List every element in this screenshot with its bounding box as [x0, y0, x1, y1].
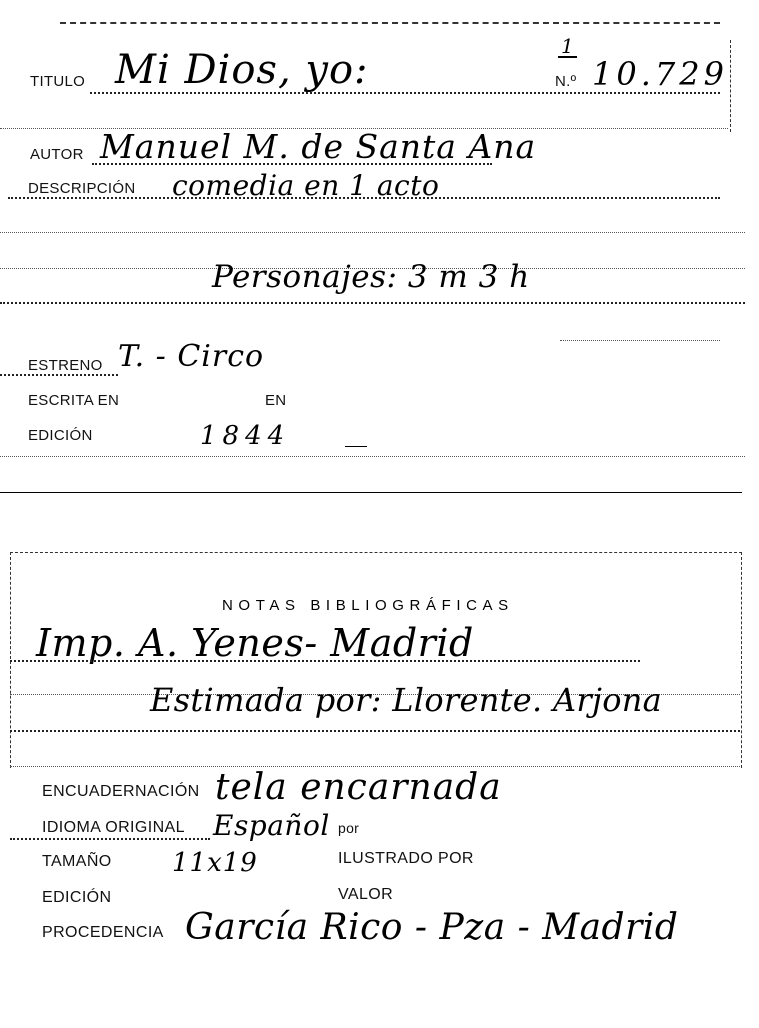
- origin-label: PROCEDENCIA: [42, 924, 164, 941]
- premiere-label: ESTRENO: [28, 357, 103, 374]
- language-value: Español: [213, 809, 330, 842]
- origin-value: García Rico - Pza - Madrid: [185, 907, 679, 948]
- edition-label: EDICIÓN: [28, 427, 93, 444]
- premiere-dotted-rule: [0, 374, 118, 376]
- bottom-edition-label: EDICIÓN: [42, 889, 112, 906]
- binding-label: ENCUADERNACIÓN: [42, 783, 200, 800]
- dotted-rule: [560, 340, 720, 341]
- written-in-en-label: EN: [265, 392, 287, 409]
- pen-dash-mark: [345, 446, 367, 447]
- binding-value: tela encarnada: [215, 767, 502, 808]
- number-label: N.º: [555, 73, 577, 90]
- size-label: TAMAÑO: [42, 853, 112, 870]
- language-label: IDIOMA ORIGINAL: [42, 819, 185, 836]
- notes-heading: NOTAS BIBLIOGRÁFICAS: [222, 597, 514, 614]
- premiere-value: T. - Circo: [118, 339, 265, 374]
- dotted-rule: [0, 302, 745, 304]
- card-top-dashed-rule: [60, 22, 720, 24]
- dotted-rule: [0, 232, 745, 233]
- card-right-dashed-edge: [730, 40, 731, 132]
- dotted-rule: [10, 660, 640, 662]
- dotted-rule: [10, 730, 740, 732]
- number-value: 10.729: [592, 55, 728, 93]
- author-label: AUTOR: [30, 146, 84, 163]
- author-value: Manuel M. de Santa Ana: [100, 127, 537, 166]
- notes-line-2: Estimada por: Llorente. Arjona: [150, 681, 663, 719]
- edition-value: 1844: [200, 421, 291, 451]
- dotted-rule: [0, 456, 745, 457]
- language-dotted-rule: [10, 838, 210, 840]
- characters-note: Personajes: 3 m 3 h: [212, 259, 530, 295]
- notes-line-1: Imp. A. Yenes- Madrid: [36, 621, 474, 665]
- description-value: comedia en 1 acto: [172, 169, 440, 202]
- language-suffix: por: [338, 820, 360, 836]
- number-superscript: 1: [558, 36, 577, 58]
- illustrated-by-label: ILUSTRADO POR: [338, 850, 474, 867]
- size-value: 11x19: [172, 848, 258, 878]
- value-label: VALOR: [338, 886, 394, 903]
- title-label: TITULO: [30, 73, 86, 90]
- card-divider-line: [0, 492, 742, 493]
- title-value: Mi Dios, yo:: [115, 47, 369, 93]
- description-label: DESCRIPCIÓN: [28, 180, 136, 197]
- written-in-label: ESCRITA EN: [28, 392, 120, 409]
